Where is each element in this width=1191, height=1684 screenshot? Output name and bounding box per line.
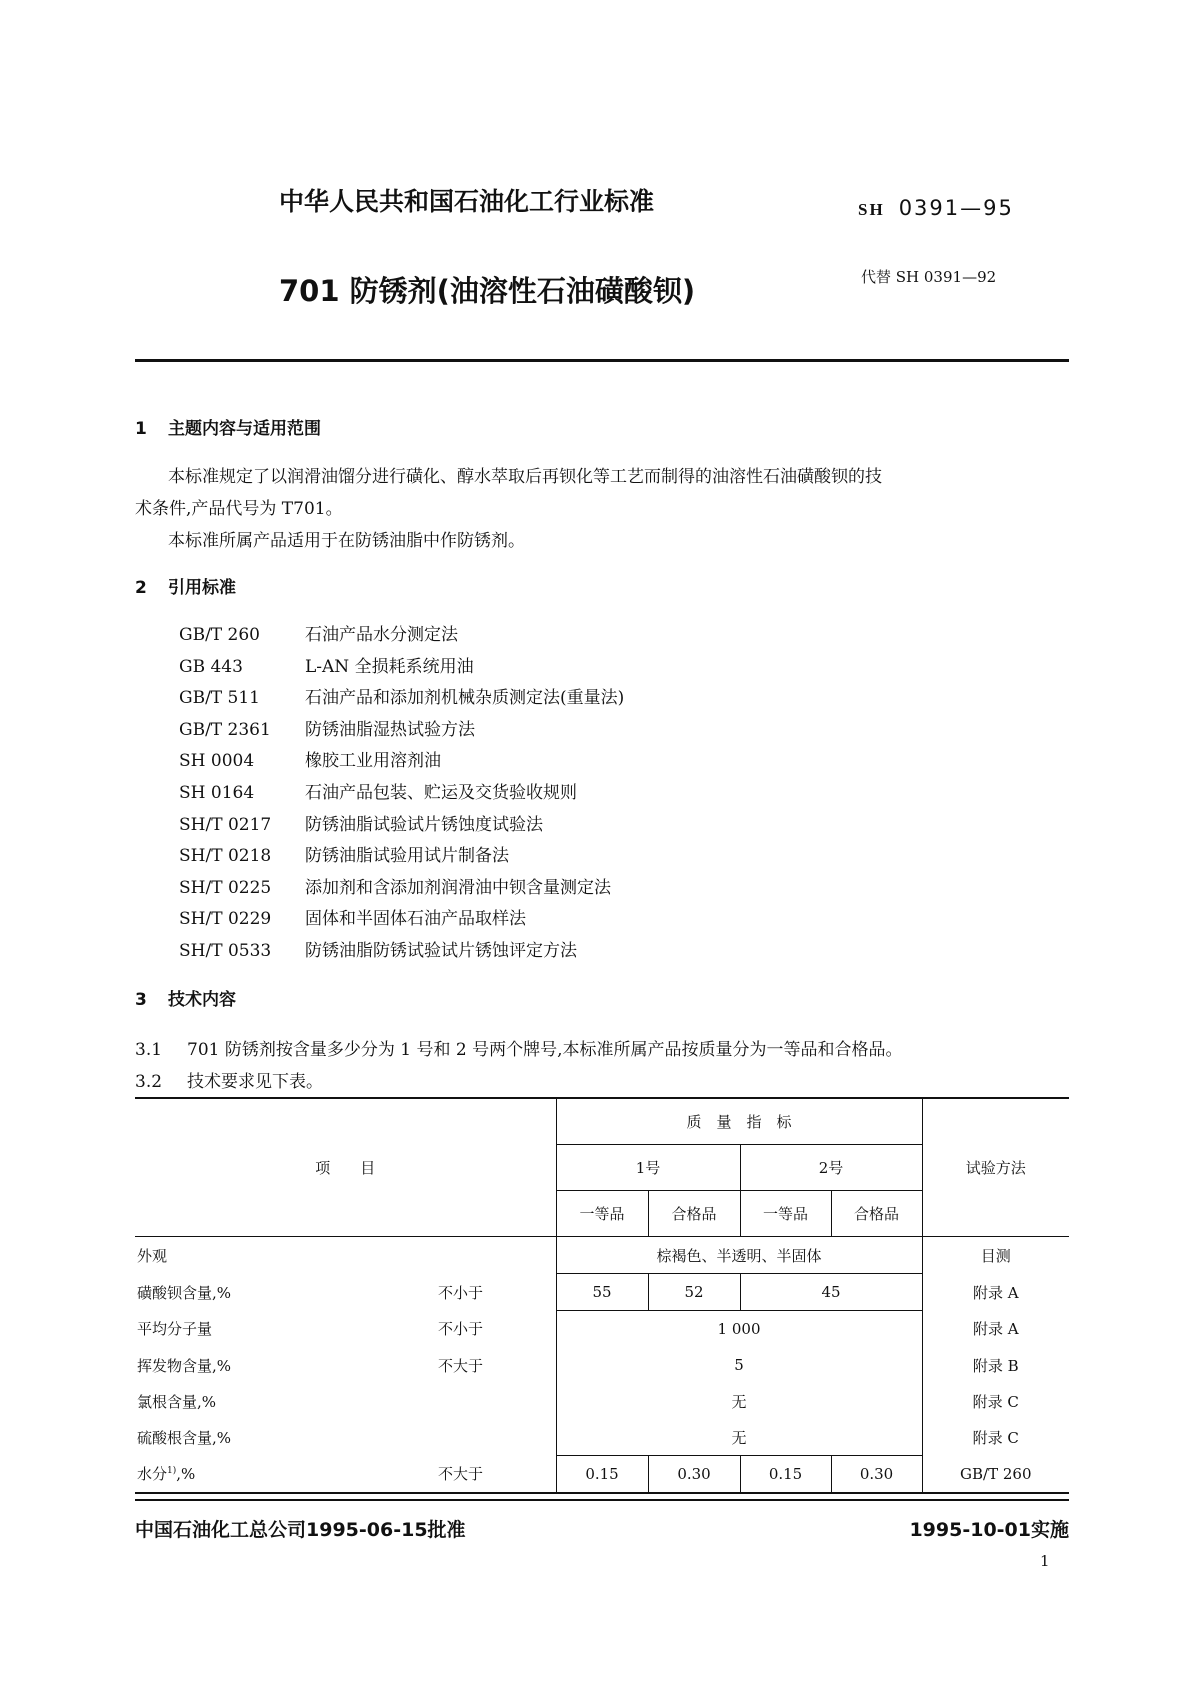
table-row	[135, 1274, 1069, 1311]
row-name: 硫酸根含量,%	[137, 1428, 232, 1447]
reference-title: 添加剂和含添加剂润滑油中钡含量测定法	[305, 877, 611, 898]
clause-text: 技术要求见下表。	[187, 1072, 323, 1092]
table-row	[135, 1347, 1069, 1383]
row-name-text: 水分	[137, 1465, 168, 1484]
row-name: 磺酸钡含量,%	[137, 1283, 232, 1302]
row-method: 附录 C	[922, 1383, 1069, 1419]
row-value: 0.15	[556, 1456, 648, 1494]
reference-title: 防锈油脂湿热试验方法	[305, 719, 475, 740]
reference-item	[179, 936, 577, 961]
reference-item	[179, 715, 475, 740]
reference-title: 防锈油脂防锈试验试片锈蚀评定方法	[305, 941, 577, 961]
reference-code: GB/T 511	[179, 688, 260, 709]
row-qualifier: 不大于	[438, 1356, 484, 1375]
header-first-class: 一等品	[740, 1191, 831, 1237]
approval-note: 中国石油化工总公司1995-06-15批准	[135, 1519, 466, 1541]
footer-divider	[135, 1499, 1069, 1501]
row-value: 无	[556, 1419, 922, 1456]
row-value: 5	[556, 1347, 922, 1383]
clause-number: 3.1	[135, 1040, 163, 1060]
clause-3-1	[135, 1035, 903, 1060]
reference-title: 石油产品水分测定法	[305, 625, 458, 645]
header-quality-index: 质 量 指 标	[556, 1098, 922, 1145]
reference-title: 防锈油脂试验用试片制备法	[305, 846, 509, 867]
table-row	[135, 1383, 1069, 1419]
reference-item	[179, 778, 577, 803]
reference-item	[179, 746, 441, 771]
issuer-title: 中华人民共和国石油化工行业标准	[279, 187, 655, 216]
clause-3-2	[135, 1067, 323, 1092]
reference-code: SH/T 0218	[179, 846, 272, 867]
reference-item	[179, 620, 458, 645]
header-item: 项 目	[135, 1098, 556, 1237]
row-value: 无	[556, 1383, 922, 1419]
reference-code: GB/T 2361	[179, 719, 271, 740]
row-value: 55	[556, 1274, 648, 1311]
table-row	[135, 1311, 1069, 1348]
reference-title: 石油产品和添加剂机械杂质测定法(重量法)	[305, 688, 625, 709]
row-method: 附录 C	[922, 1419, 1069, 1456]
section-title: 技术内容	[168, 990, 236, 1010]
section-title: 引用标准	[168, 578, 236, 598]
row-method: GB/T 260	[922, 1456, 1069, 1494]
reference-code: SH/T 0225	[179, 877, 272, 898]
row-value: 52	[648, 1274, 740, 1311]
row-value: 棕褐色、半透明、半固体	[556, 1237, 922, 1274]
reference-title: 固体和半固体石油产品取样法	[305, 909, 526, 930]
table-row	[135, 1456, 1069, 1494]
replaces-note: 代替 SH 0391—92	[861, 268, 997, 286]
reference-code: SH/T 0229	[179, 909, 272, 930]
row-name: 氯根含量,%	[137, 1392, 217, 1411]
row-method: 附录 B	[922, 1347, 1069, 1383]
reference-code: GB 443	[179, 656, 243, 677]
reference-item	[179, 810, 543, 835]
reference-title: 防锈油脂试验试片锈蚀度试验法	[305, 814, 543, 835]
row-value: 0.30	[648, 1456, 740, 1494]
reference-item	[179, 873, 611, 898]
section-1-paragraph-1: 本标准规定了以润滑油馏分进行磺化、醇水萃取后再钡化等工艺而制得的油溶性石油磺酸钡的技	[168, 467, 882, 487]
reference-item	[179, 841, 509, 866]
row-unit: ,%	[176, 1465, 196, 1484]
row-value: 0.15	[740, 1456, 831, 1494]
section-2-heading	[135, 573, 236, 598]
row-qualifier: 不小于	[438, 1283, 484, 1302]
document-title: 701 防锈剂(油溶性石油磺酸钡)	[279, 274, 696, 308]
section-number: 2	[135, 578, 147, 598]
row-name: 外观	[137, 1246, 168, 1265]
reference-title: L-AN 全损耗系统用油	[305, 656, 474, 677]
section-1-paragraph-2: 本标准所属产品适用于在防锈油脂中作防锈剂。	[168, 531, 525, 551]
row-name	[135, 1456, 410, 1494]
header-grade-no2: 2号	[740, 1145, 922, 1191]
standard-number	[858, 196, 1014, 220]
row-method: 附录 A	[922, 1311, 1069, 1348]
footnote-ref: 1)	[167, 1466, 177, 1477]
section-title: 主题内容与适用范围	[168, 419, 321, 439]
row-qualifier: 不大于	[438, 1465, 484, 1484]
section-number: 1	[135, 419, 147, 439]
section-number: 3	[135, 990, 147, 1010]
clause-number: 3.2	[135, 1072, 163, 1092]
reference-item	[179, 652, 474, 677]
row-name: 挥发物含量,%	[137, 1356, 232, 1375]
reference-code: SH 0164	[179, 783, 255, 803]
reference-code: SH/T 0217	[179, 814, 272, 835]
section-1-paragraph-1-cont: 术条件,产品代号为 T701。	[135, 499, 343, 519]
header-grade-no1: 1号	[556, 1145, 740, 1191]
reference-item	[179, 904, 526, 929]
table-row	[135, 1419, 1069, 1456]
table-row	[135, 1237, 1069, 1274]
row-method: 目测	[922, 1237, 1069, 1274]
row-value: 45	[740, 1274, 922, 1311]
standard-prefix: SH	[858, 200, 885, 219]
reference-title: 橡胶工业用溶剂油	[305, 751, 441, 772]
header-qualified: 合格品	[831, 1191, 922, 1237]
row-value: 0.30	[831, 1456, 922, 1494]
effective-date: 1995-10-01实施	[909, 1519, 1069, 1541]
section-1-heading	[135, 414, 321, 439]
header-qualified: 合格品	[648, 1191, 740, 1237]
reference-item	[179, 683, 624, 708]
technical-requirements-table	[135, 1097, 1069, 1494]
row-qualifier: 不小于	[438, 1320, 484, 1339]
row-method: 附录 A	[922, 1274, 1069, 1311]
standard-code: 0391—95	[898, 196, 1014, 220]
header-test-method: 试验方法	[922, 1098, 1069, 1237]
reference-title: 石油产品包装、贮运及交货验收规则	[305, 783, 577, 803]
header-divider	[135, 359, 1069, 362]
reference-code: SH/T 0533	[179, 941, 272, 961]
clause-text: 701 防锈剂按含量多少分为 1 号和 2 号两个牌号,本标准所属产品按质量分为一等品和合格品。	[187, 1040, 903, 1060]
section-3-heading	[135, 985, 236, 1010]
row-value: 1 000	[556, 1311, 922, 1348]
page-number: 1	[1040, 1552, 1050, 1570]
row-name: 平均分子量	[137, 1320, 213, 1339]
reference-code: SH 0004	[179, 751, 255, 772]
reference-code: GB/T 260	[179, 625, 260, 645]
header-first-class: 一等品	[556, 1191, 648, 1237]
